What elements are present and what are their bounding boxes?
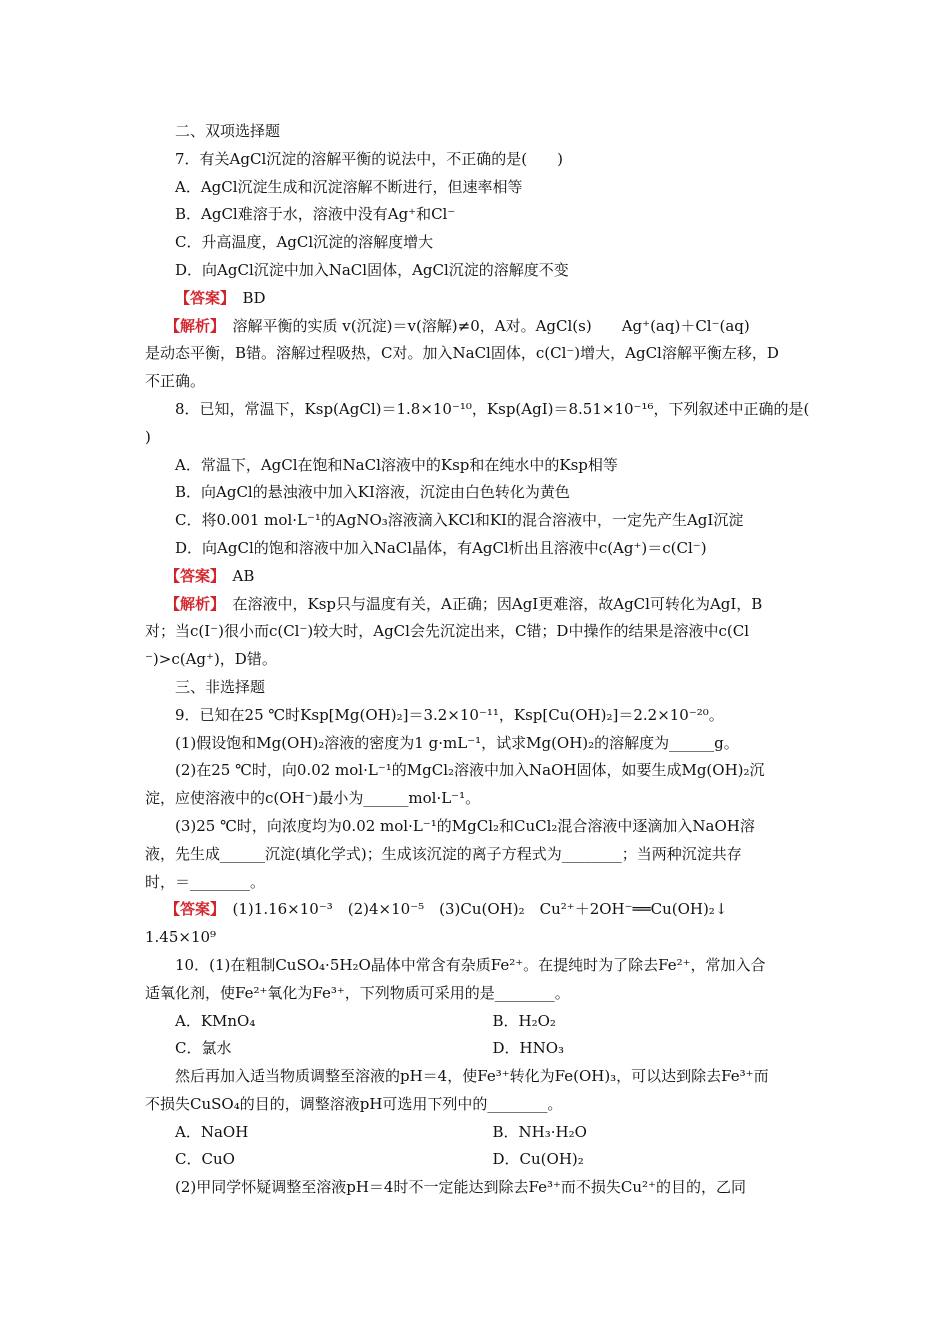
analysis-line: 溶解平衡的实质 v(沉淀)＝v(溶解)≠0，A对。AgCl(s) Ag⁺(aq)＋Cl⁻(aq) <box>232 316 750 335</box>
answer-label: 【答案】 <box>165 900 218 919</box>
question-8-stem-line2: ) <box>145 427 151 446</box>
question-8-option-d: D．向AgCl的饱和溶液中加入NaCl晶体，有AgCl析出且溶液中c(Ag⁺)＝c(Cl⁻) <box>175 538 707 557</box>
answer-value: BD <box>242 288 266 307</box>
question-10-options-row <box>145 1035 810 1063</box>
answer-label: 【答案】 <box>175 288 228 307</box>
question-8-answer <box>145 563 810 591</box>
question-8-option-a: A．常温下，AgCl在饱和NaCl溶液中的Ksp和在纯水中的Ksp相等 <box>175 455 618 474</box>
question-7-stem: 7．有关AgCl沉淀的溶解平衡的说法中，不正确的是( ) <box>175 149 563 168</box>
question-10-part2: (2)甲同学怀疑调整至溶液pH＝4时不一定能达到除去Fe³⁺而不损失Cu²⁺的目的，乙同 <box>175 1178 746 1197</box>
question-9-part2: (2)在25 ℃时，向0.02 mol·L⁻¹的MgCl₂溶液中加入NaOH固体，如要生成Mg(OH)₂沉 <box>175 761 765 780</box>
question-7-option-d: D．向AgCl沉淀中加入NaCl固体，AgCl沉淀的溶解度不变 <box>175 260 569 279</box>
question-9-answer <box>145 896 810 924</box>
question-8-option-c: C．将0.001 mol·L⁻¹的AgNO₃溶液滴入KCl和KI的混合溶液中，一定先产生AgI沉淀 <box>175 511 744 530</box>
question-7-analysis-line3: 不正确。 <box>145 372 206 391</box>
option-b: B．NH₃·H₂O <box>492 1122 587 1141</box>
question-9-stem: 9．已知在25 ℃时Ksp[Mg(OH)₂]＝3.2×10⁻¹¹，Ksp[Cu(OH)₂]＝2.2×10⁻²⁰。 <box>175 705 724 724</box>
question-8-analysis-line3: ⁻)>c(Ag⁺)，D错。 <box>145 650 277 669</box>
question-9-part3: (3)25 ℃时，向浓度均为0.02 mol·L⁻¹的MgCl₂和CuCl₂混合溶液中逐滴加入NaOH溶 <box>175 816 755 835</box>
question-8-option-b: B．向AgCl的悬浊液中加入KI溶液，沉淀由白色转化为黄色 <box>175 483 570 502</box>
section-heading: 三、非选择题 <box>175 677 266 696</box>
question-10-options-row <box>145 1119 810 1147</box>
analysis-label: 【解析】 <box>165 594 218 613</box>
question-7-option-b: B．AgCl难溶于水，溶液中没有Ag⁺和Cl⁻ <box>175 205 456 224</box>
question-9-answer-line2: 1.45×10⁹ <box>145 928 217 947</box>
answer-label: 【答案】 <box>165 566 218 585</box>
question-10-text-line2: 不损失CuSO₄的目的，调整溶液pH可选用下列中的________。 <box>145 1094 563 1113</box>
question-7-option-a: A．AgCl沉淀生成和沉淀溶解不断进行，但速率相等 <box>175 177 523 196</box>
question-7-analysis-line2: 是动态平衡，B错。溶解过程吸热，C对。加入NaCl固体，c(Cl⁻)增大，AgCl溶解平衡左移，D <box>145 344 779 363</box>
question-9-part1: (1)假设饱和Mg(OH)₂溶液的密度为1 g·mL⁻¹，试求Mg(OH)₂的溶解度为______g。 <box>175 733 739 752</box>
option-d: D．Cu(OH)₂ <box>492 1150 584 1169</box>
question-7-option-c: C．升高温度，AgCl沉淀的溶解度增大 <box>175 233 434 252</box>
question-10-stem-line2: 适氧化剂，使Fe²⁺氧化为Fe³⁺，下列物质可采用的是________。 <box>145 983 570 1002</box>
question-10-options-row <box>145 1008 810 1036</box>
option-a: A．NaOH <box>175 1122 249 1141</box>
option-c: C．CuO <box>175 1150 235 1169</box>
question-10-stem: 10．(1)在粗制CuSO₄·5H₂O晶体中常含有杂质Fe²⁺。在提纯时为了除去Fe²⁺，常加入合 <box>175 955 766 974</box>
question-7-answer <box>145 285 810 313</box>
question-9-part2-line2: 淀，应使溶液中的c(OH⁻)最小为______mol·L⁻¹。 <box>145 789 481 808</box>
answer-value: AB <box>232 566 255 585</box>
question-8-analysis-line2: 对；当c(I⁻)很小而c(Cl⁻)较大时，AgCl会先沉淀出来，C错；D中操作的结果是溶液中c(Cl <box>145 622 749 641</box>
analysis-line: 在溶液中，Ksp只与温度有关，A正确；因AgI更难溶，故AgCl可转化为AgI，B <box>232 594 763 613</box>
question-8-analysis <box>145 591 810 619</box>
option-a: A．KMnO₄ <box>175 1011 256 1030</box>
question-8-stem: 8．已知，常温下，Ksp(AgCl)＝1.8×10⁻¹⁰，Ksp(AgI)＝8.51×10⁻¹⁶，下列叙述中正确的是( <box>175 399 810 418</box>
option-c: C．氯水 <box>175 1039 232 1058</box>
option-b: B．H₂O₂ <box>492 1011 556 1030</box>
analysis-label: 【解析】 <box>165 316 218 335</box>
question-10-text: 然后再加入适当物质调整至溶液的pH＝4，使Fe³⁺转化为Fe(OH)₃，可以达到除去Fe³⁺而 <box>175 1067 769 1086</box>
question-7-analysis <box>145 313 810 341</box>
answer-value: (1)1.16×10⁻³ (2)4×10⁻⁵ (3)Cu(OH)₂ Cu²⁺＋2OH⁻══Cu(OH)₂↓ <box>232 900 728 919</box>
question-10-options-row <box>145 1146 810 1174</box>
question-9-part3-line2: 液，先生成______沉淀(填化学式)；生成该沉淀的离子方程式为________；当两种沉淀共存 <box>145 844 742 863</box>
option-d: D．HNO₃ <box>492 1039 565 1058</box>
question-9-part3-line3: 时，＝________。 <box>145 872 266 891</box>
document-page <box>145 118 810 1202</box>
section-heading: 二、双项选择题 <box>175 122 281 140</box>
